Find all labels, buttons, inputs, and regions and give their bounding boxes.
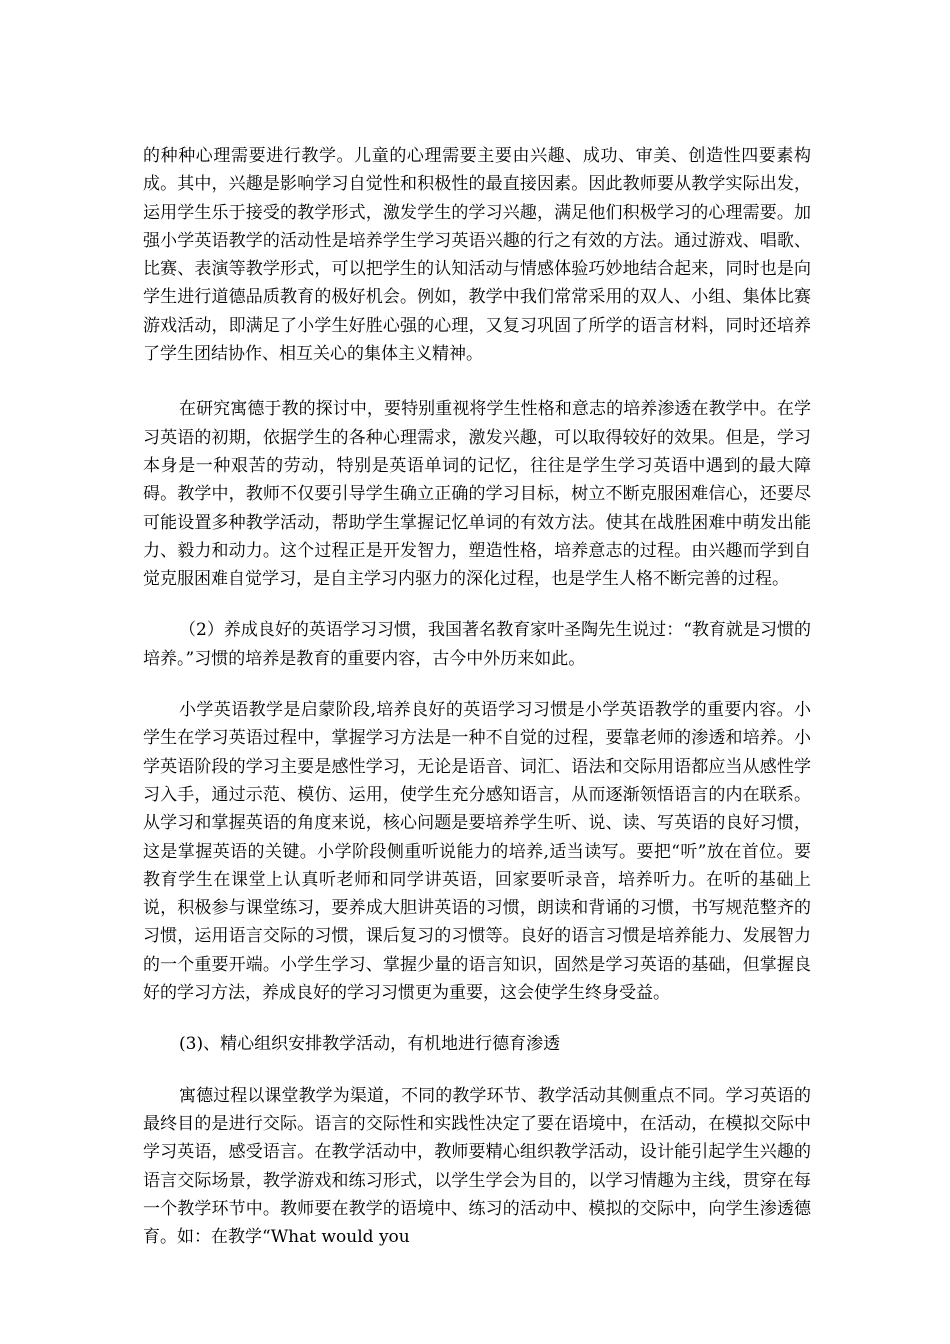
paragraph-interest-needs: 的种种心理需要进行教学。儿童的心理需要主要由兴趣、成功、审美、创造性四要素构成。其中，兴趣是影响学习自觉性和积极性的最直接因素。因此教师要从教学实际出发，运用学生乐于接受的教学形式，激发学生的学习兴趣，满足他们积极学习的心理需要。加强小学英语教学的活动性是培养学生学习英语兴趣的行之有效的方法。通过游戏、唱歌、比赛、表演等教学形式，可以把学生的认知活动与情感体验巧妙地结合起来，同时也是向学生进行道德品质教育的极好机会。例如，教学中我们常常采用的双人、小组、集体比赛游戏活动，即满足了小学生好胜心强的心理，又复习巩固了所学的语言材料，同时还培养了学生团结协作、相互关心的集体主义精神。 xyxy=(143,146,811,365)
paragraph-character-will: 在研究寓德于教的探讨中，要特别重视将学生性格和意志的培养渗透在教学中。在学习英语的初期，依据学生的各种心理需求，激发兴趣，可以取得较好的效果。但是，学习本身是一种艰苦的劳动，特别是英语单词的记忆，往往是学生学习英语中遇到的最大障碍。教学中，教师不仅要引导学生确立正确的学习目标，树立不断克服困难信心，还要尽可能设置多种教学活动，帮助学生掌握记忆单词的有效方法。使其在战胜困难中萌发出能力、毅力和动力。这个过程正是开发智力，塑造性格，培养意志的过程。由兴趣而学到自觉克服困难自觉学习，是自主学习内驱力的深化过程，也是学生人格不断完善的过程。 xyxy=(143,399,811,590)
paragraph-classroom-moral-education: 寓德过程以课堂教学为渠道，不同的教学环节、教学活动其侧重点不同。学习英语的最终目的是进行交际。语言的交际性和实践性决定了要在语境中，在活动，在模拟交际中学习英语，感受语言。在教学活动中，教师要精心组织教学活动，设计能引起学生兴趣的语言交际场景，教学游戏和练习形式，以学生学会为目的，以学习情趣为主线，贯穿在每一个教学环节中。教师要在教学的语境中、练习的活动中、模拟的交际中，向学生渗透德育。如：在教学“What would you xyxy=(143,1085,811,1248)
paragraph-study-habits-heading: （2）养成良好的英语学习习惯，我国著名教育家叶圣陶先生说过：“教育就是习惯的培养。”习惯的培养是教育的重要内容，古今中外历来如此。 xyxy=(143,620,811,669)
document-body xyxy=(143,142,811,1251)
section-heading-teaching-activities: (3)、精心组织安排教学活动，有机地进行德育渗透 xyxy=(179,1034,561,1055)
paragraph-primary-english-habits: 小学英语教学是启蒙阶段,培养良好的英语学习习惯是小学英语教学的重要内容。小学生在学习英语过程中，掌握学习方法是一种不自觉的过程，要靠老师的渗透和培养。小学英语阶段的学习主要是感性学习，无论是语音、词汇、语法和交际用语都应当从感性学习入手，通过示范、模仿、运用，使学生充分感知语言，从而逐渐领悟语言的内在联系。从学习和掌握英语的角度来说，核心问题是要培养学生听、说、读、写英语的良好习惯，这是掌握英语的关键。小学阶段侧重听说能力的培养,适当读写。要把“听”放在首位。要教育学生在课堂上认真听老师和同学讲英语，回家要听录音，培养听力。在听的基础上说，积极参与课堂练习，要养成大胆讲英语的习惯，朗读和背诵的习惯，书写规范整齐的习惯，运用语言交际的习惯，课后复习的习惯等。良好的语言习惯是培养能力、发展智力的一个重要开端。小学生学习、掌握少量的语言知识，固然是学习英语的基础，但掌握良好的学习方法，养成良好的学习习惯更为重要，这会使学生终身受益。 xyxy=(143,700,811,1004)
